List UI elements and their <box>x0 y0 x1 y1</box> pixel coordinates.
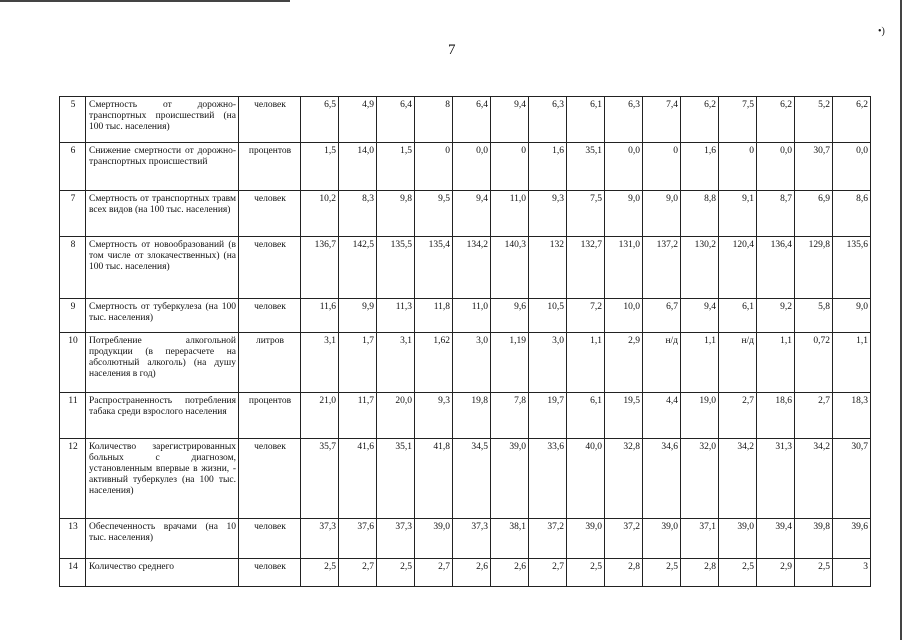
value-cell: 2,7 <box>529 559 567 587</box>
unit-cell: человек <box>239 439 301 519</box>
value-cell: 37,3 <box>377 519 415 559</box>
unit-cell: человек <box>239 519 301 559</box>
value-cell: 4,9 <box>339 97 377 143</box>
value-cell: 9,3 <box>529 191 567 237</box>
value-cell: 129,8 <box>795 237 833 299</box>
value-cell: 41,6 <box>339 439 377 519</box>
table-row <box>60 143 871 191</box>
table-row <box>60 559 871 587</box>
row-number-cell: 11 <box>60 393 86 439</box>
unit-cell: человек <box>239 559 301 587</box>
indicator-name-cell: Смертность от новообразований (в том числе от злокачественных) (на 100 тыс. населения) <box>86 237 239 299</box>
value-cell: 132,7 <box>567 237 605 299</box>
value-cell: 137,2 <box>643 237 681 299</box>
value-cell: 5,8 <box>795 299 833 333</box>
value-cell: 1,19 <box>491 333 529 393</box>
value-cell: 19,8 <box>453 393 491 439</box>
value-cell: 2,7 <box>719 393 757 439</box>
value-cell: 39,0 <box>643 519 681 559</box>
value-cell: 9,4 <box>681 299 719 333</box>
value-cell: 2,7 <box>795 393 833 439</box>
value-cell: 6,1 <box>567 393 605 439</box>
value-cell: 11,0 <box>453 299 491 333</box>
value-cell: 11,3 <box>377 299 415 333</box>
value-cell: 2,7 <box>415 559 453 587</box>
value-cell: 2,9 <box>757 559 795 587</box>
value-cell: 5,2 <box>795 97 833 143</box>
value-cell: 35,7 <box>301 439 339 519</box>
value-cell: 2,5 <box>795 559 833 587</box>
value-cell: 0,0 <box>605 143 643 191</box>
scan-top-line <box>0 0 290 2</box>
value-cell: 2,5 <box>567 559 605 587</box>
value-cell: 135,6 <box>833 237 871 299</box>
value-cell: 9,3 <box>415 393 453 439</box>
value-cell: 2,5 <box>643 559 681 587</box>
value-cell: 38,1 <box>491 519 529 559</box>
value-cell: 9,5 <box>415 191 453 237</box>
value-cell: 34,5 <box>453 439 491 519</box>
table-row <box>60 333 871 393</box>
value-cell: 37,3 <box>453 519 491 559</box>
row-number-cell: 13 <box>60 519 86 559</box>
value-cell: 37,1 <box>681 519 719 559</box>
value-cell: 2,6 <box>491 559 529 587</box>
value-cell: 11,8 <box>415 299 453 333</box>
value-cell: 33,6 <box>529 439 567 519</box>
health-indicators-table <box>59 96 871 587</box>
table-body <box>60 97 871 587</box>
table-row <box>60 393 871 439</box>
row-number-cell: 5 <box>60 97 86 143</box>
indicator-name-cell: Распространенность потребления табака среди взрослого населения <box>86 393 239 439</box>
table-row <box>60 191 871 237</box>
value-cell: 19,5 <box>605 393 643 439</box>
value-cell: 8 <box>415 97 453 143</box>
value-cell: 6,9 <box>795 191 833 237</box>
value-cell: 7,4 <box>643 97 681 143</box>
row-number-cell: 8 <box>60 237 86 299</box>
value-cell: 2,6 <box>453 559 491 587</box>
value-cell: 1,6 <box>681 143 719 191</box>
value-cell: 8,3 <box>339 191 377 237</box>
value-cell: 1,7 <box>339 333 377 393</box>
row-number-cell: 6 <box>60 143 86 191</box>
value-cell: 6,1 <box>719 299 757 333</box>
value-cell: н/д <box>643 333 681 393</box>
value-cell: 34,2 <box>719 439 757 519</box>
value-cell: 31,3 <box>757 439 795 519</box>
value-cell: 1,1 <box>757 333 795 393</box>
value-cell: 1,1 <box>681 333 719 393</box>
value-cell: 2,7 <box>339 559 377 587</box>
value-cell: 39,0 <box>415 519 453 559</box>
unit-cell: процентов <box>239 393 301 439</box>
value-cell: 142,5 <box>339 237 377 299</box>
value-cell: 130,2 <box>681 237 719 299</box>
corner-mark: •) <box>878 26 885 37</box>
row-number-cell: 12 <box>60 439 86 519</box>
value-cell: 9,0 <box>643 191 681 237</box>
unit-cell: человек <box>239 191 301 237</box>
page-number: 7 <box>448 42 456 58</box>
row-number-cell: 7 <box>60 191 86 237</box>
value-cell: 1,1 <box>833 333 871 393</box>
table-row <box>60 237 871 299</box>
row-number-cell: 10 <box>60 333 86 393</box>
value-cell: 6,3 <box>605 97 643 143</box>
value-cell: 37,2 <box>605 519 643 559</box>
value-cell: 1,62 <box>415 333 453 393</box>
value-cell: 39,4 <box>757 519 795 559</box>
unit-cell: литров <box>239 333 301 393</box>
value-cell: 6,7 <box>643 299 681 333</box>
unit-cell: человек <box>239 299 301 333</box>
value-cell: 10,2 <box>301 191 339 237</box>
value-cell: 41,8 <box>415 439 453 519</box>
value-cell: 2,5 <box>301 559 339 587</box>
value-cell: 37,3 <box>301 519 339 559</box>
value-cell: 6,2 <box>681 97 719 143</box>
value-cell: 6,1 <box>567 97 605 143</box>
value-cell: 0 <box>491 143 529 191</box>
value-cell: 11,7 <box>339 393 377 439</box>
indicator-name-cell: Количество среднего <box>86 559 239 587</box>
indicator-name-cell: Снижение смертности от дорожно-транспортных происшествий <box>86 143 239 191</box>
value-cell: 9,2 <box>757 299 795 333</box>
table-row <box>60 519 871 559</box>
value-cell: 21,0 <box>301 393 339 439</box>
value-cell: 39,0 <box>491 439 529 519</box>
value-cell: 9,8 <box>377 191 415 237</box>
value-cell: 2,5 <box>719 559 757 587</box>
value-cell: 6,2 <box>833 97 871 143</box>
value-cell: 132 <box>529 237 567 299</box>
table-row <box>60 97 871 143</box>
value-cell: 34,6 <box>643 439 681 519</box>
value-cell: 37,6 <box>339 519 377 559</box>
value-cell: 11,0 <box>491 191 529 237</box>
value-cell: н/д <box>719 333 757 393</box>
value-cell: 3,0 <box>453 333 491 393</box>
value-cell: 6,5 <box>301 97 339 143</box>
value-cell: 1,5 <box>301 143 339 191</box>
indicator-name-cell: Потребление алкогольной продукции (в перерасчете на абсолютный алкоголь) (на душу населения в год) <box>86 333 239 393</box>
value-cell: 18,6 <box>757 393 795 439</box>
value-cell: 4,4 <box>643 393 681 439</box>
value-cell: 120,4 <box>719 237 757 299</box>
indicator-name-cell: Смертность от транспортных травм всех видов (на 100 тыс. населения) <box>86 191 239 237</box>
value-cell: 3,0 <box>529 333 567 393</box>
value-cell: 136,7 <box>301 237 339 299</box>
value-cell: 37,2 <box>529 519 567 559</box>
value-cell: 32,8 <box>605 439 643 519</box>
value-cell: 6,2 <box>757 97 795 143</box>
indicator-name-cell: Смертность от дорожно-транспортных происшествий (на 100 тыс. населения) <box>86 97 239 143</box>
value-cell: 18,3 <box>833 393 871 439</box>
value-cell: 140,3 <box>491 237 529 299</box>
value-cell: 9,4 <box>491 97 529 143</box>
value-cell: 35,1 <box>567 143 605 191</box>
value-cell: 30,7 <box>833 439 871 519</box>
value-cell: 0 <box>719 143 757 191</box>
value-cell: 0,0 <box>453 143 491 191</box>
value-cell: 0 <box>415 143 453 191</box>
table-row <box>60 299 871 333</box>
value-cell: 6,3 <box>529 97 567 143</box>
value-cell: 7,5 <box>719 97 757 143</box>
value-cell: 19,7 <box>529 393 567 439</box>
value-cell: 39,6 <box>833 519 871 559</box>
value-cell: 2,5 <box>377 559 415 587</box>
value-cell: 20,0 <box>377 393 415 439</box>
value-cell: 40,0 <box>567 439 605 519</box>
value-cell: 8,6 <box>833 191 871 237</box>
value-cell: 11,6 <box>301 299 339 333</box>
value-cell: 135,4 <box>415 237 453 299</box>
scan-right-edge-line <box>900 0 902 640</box>
value-cell: 9,4 <box>453 191 491 237</box>
value-cell: 39,0 <box>719 519 757 559</box>
unit-cell: процентов <box>239 143 301 191</box>
value-cell: 14,0 <box>339 143 377 191</box>
value-cell: 6,4 <box>377 97 415 143</box>
value-cell: 9,0 <box>605 191 643 237</box>
value-cell: 0 <box>643 143 681 191</box>
value-cell: 8,8 <box>681 191 719 237</box>
value-cell: 9,0 <box>833 299 871 333</box>
value-cell: 10,0 <box>605 299 643 333</box>
unit-cell: человек <box>239 97 301 143</box>
value-cell: 32,0 <box>681 439 719 519</box>
value-cell: 136,4 <box>757 237 795 299</box>
value-cell: 35,1 <box>377 439 415 519</box>
value-cell: 1,6 <box>529 143 567 191</box>
value-cell: 135,5 <box>377 237 415 299</box>
table-row <box>60 439 871 519</box>
value-cell: 7,2 <box>567 299 605 333</box>
value-cell: 8,7 <box>757 191 795 237</box>
value-cell: 0,0 <box>757 143 795 191</box>
value-cell: 34,2 <box>795 439 833 519</box>
value-cell: 9,9 <box>339 299 377 333</box>
value-cell: 1,5 <box>377 143 415 191</box>
row-number-cell: 14 <box>60 559 86 587</box>
value-cell: 2,9 <box>605 333 643 393</box>
value-cell: 1,1 <box>567 333 605 393</box>
value-cell: 0,0 <box>833 143 871 191</box>
value-cell: 3,1 <box>377 333 415 393</box>
value-cell: 2,8 <box>681 559 719 587</box>
unit-cell: человек <box>239 237 301 299</box>
value-cell: 39,0 <box>567 519 605 559</box>
row-number-cell: 9 <box>60 299 86 333</box>
value-cell: 7,5 <box>567 191 605 237</box>
value-cell: 39,8 <box>795 519 833 559</box>
value-cell: 30,7 <box>795 143 833 191</box>
value-cell: 2,8 <box>605 559 643 587</box>
value-cell: 9,6 <box>491 299 529 333</box>
indicator-name-cell: Количество зарегистрированных больных с диагнозом, установленным впервые в жизни, - активный туберкулез (на 100 тыс. населения) <box>86 439 239 519</box>
value-cell: 9,1 <box>719 191 757 237</box>
value-cell: 3,1 <box>301 333 339 393</box>
value-cell: 10,5 <box>529 299 567 333</box>
value-cell: 0,72 <box>795 333 833 393</box>
value-cell: 3 <box>833 559 871 587</box>
value-cell: 134,2 <box>453 237 491 299</box>
value-cell: 6,4 <box>453 97 491 143</box>
value-cell: 131,0 <box>605 237 643 299</box>
indicator-name-cell: Обеспеченность врачами (на 10 тыс. населения) <box>86 519 239 559</box>
indicator-name-cell: Смертность от туберкулеза (на 100 тыс. населения) <box>86 299 239 333</box>
value-cell: 19,0 <box>681 393 719 439</box>
value-cell: 7,8 <box>491 393 529 439</box>
